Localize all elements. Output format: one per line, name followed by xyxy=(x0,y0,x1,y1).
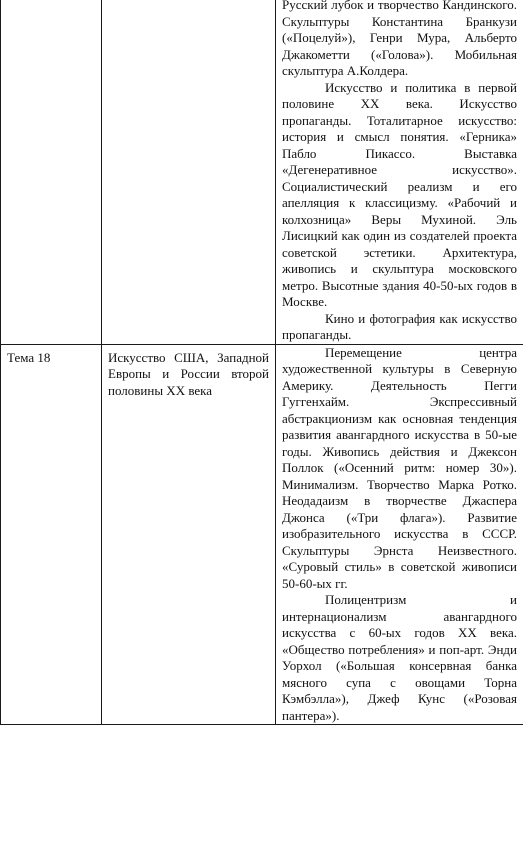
content-paragraph: Перемещение центра художественной культуры в Северную Америку. Деятельность Пегги Гуггенхайм. Экспрессивный абстракционизм как основная тенденция развития авангардного искусства в 50-ые годы. Живопись действия и Джексон Поллок («Осенний ритм: номер 30»). Минимализм. Творчество Марка Ротко. Неодадаизм в творчестве Джаспера Джонса («Три флага»). Развитие изобразительного искусства в СССР. Скульптуры Эрнста Неизвестного. «Суровый стиль» в советской живописи 50-60-ых гг. xyxy=(282,344,517,591)
topic-content-cell xyxy=(276,344,523,725)
topic-number-cell xyxy=(1,344,102,725)
topic-title: Искусство США, Западной Европы и России второй половины XX века xyxy=(108,349,269,398)
content-paragraph: Полицентризм и интернационализм авангардного искусства с 60-ых годов XX века. «Общество потребления» и поп-арт. Энди Уорхол («Большая консервная банка мясного супа с овощами Торна Кэмбэлла»), Джеф Кунс («Розовая пантера»). xyxy=(282,592,517,723)
content-paragraph: Искусство и политика в первой половине XX века. Искусство пропаганды. Тоталитарное искусство: история и смысл понятия. «Герника» Пабло Пикассо. Выставка «Дегенеративное искусство». Социалистический реализм и его апелляция к классицизму. «Рабочий и колхозница» Веры Мухиной. Эль Лисицкий как один из создателей проекта советской эстетики. Архитектура, живопись и скульптура московского метро. Высотные здания 40-50-ых годов в Москве. xyxy=(282,79,517,309)
table-row xyxy=(1,344,523,725)
topic-number-cell xyxy=(1,0,102,344)
table-row xyxy=(1,0,523,344)
content-paragraph: Кино и фотография как искусство пропаганды. xyxy=(282,310,517,342)
topic-content-cell xyxy=(276,0,523,344)
content-paragraph: Русский лубок и творчество Кандинского. Скульптуры Константина Бранкузи («Поцелуй»), Генри Мура, Альберто Джакометти («Голова»). Мобильная скульптура А.Колдера. xyxy=(282,0,517,78)
topic-number: Тема 18 xyxy=(7,349,51,365)
topic-title-cell xyxy=(102,0,276,344)
topic-title-cell xyxy=(102,344,276,725)
